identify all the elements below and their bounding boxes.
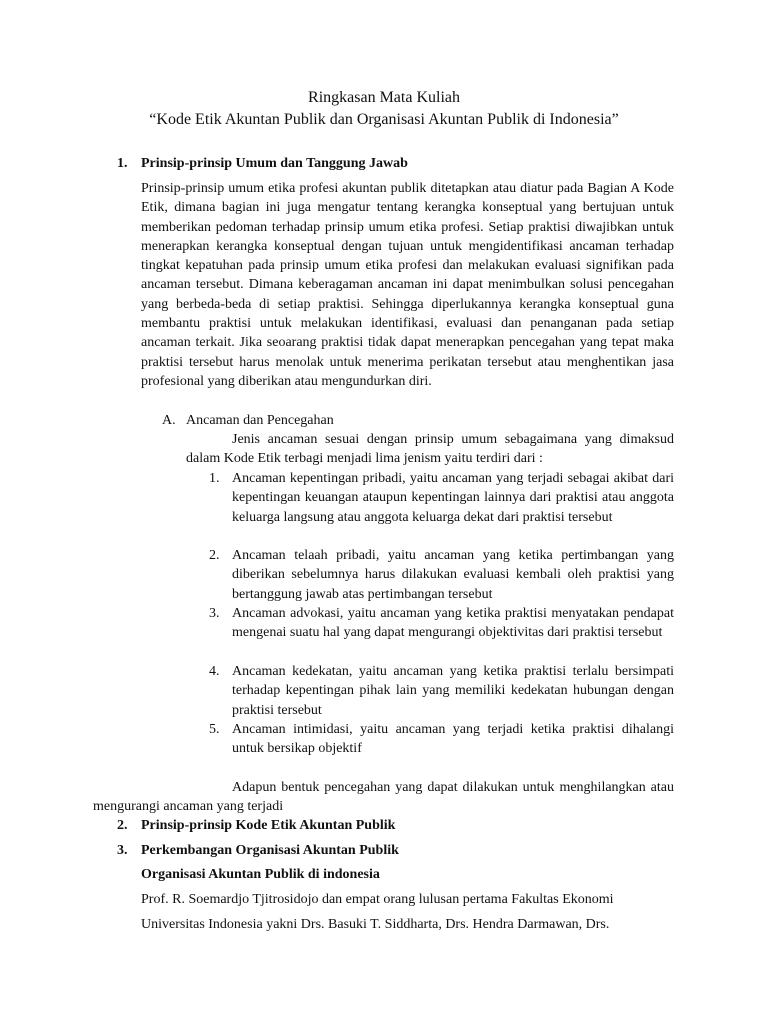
list-item-number: 3.: [209, 606, 220, 621]
section-title: Prinsip-prinsip Kode Etik Akuntan Publik: [141, 818, 396, 833]
section-title: Perkembangan Organisasi Akuntan Publik: [141, 843, 399, 858]
list-item-number: 4.: [209, 664, 220, 679]
body-line: Universitas Indonesia yakni Drs. Basuki T. Siddharta, Drs. Hendra Darmawan, Drs.: [141, 917, 610, 932]
section-number: 2.: [117, 818, 128, 833]
section-2-heading: [117, 817, 396, 835]
list-item-text: Ancaman advokasi, yaitu ancaman yang ketika praktisi menyatakan pendapat mengenai suatu hal yang dapat mengurangi objektivitas dari praktisi tersebut: [232, 606, 674, 641]
prevention-intro: Adapun bentuk pencegahan yang dapat dilakukan untuk menghilangkan atau mengurangi ancaman yang terjadi: [93, 780, 674, 815]
body-line: Prof. R. Soemardjo Tjitrosidojo dan empat orang lulusan pertama Fakultas Ekonomi: [141, 892, 614, 907]
list-item: [209, 604, 674, 643]
list-item-text: Ancaman kepentingan pribadi, yaitu ancaman yang terjadi sebagai akibat dari kepentingan keuangan ataupun kepentingan lainnya dari praktisi atau anggota keluarga langsung atau anggota keluarga dekat dari praktisi tersebut: [232, 471, 674, 525]
section-number: 3.: [117, 843, 128, 858]
section-number: 1.: [117, 156, 128, 171]
section-1-paragraph: Prinsip-prinsip umum etika profesi akuntan publik ditetapkan atau diatur pada Bagian A Kode Etik, dimana bagian ini juga mengatur tentang kerangka konseptual yang bertujuan untuk memberikan pedoman terhadap prinsip umum etika profesi. Setiap praktisi diwajibkan untuk menerapkan kerangka konseptual dengan tujuan untuk mengidentifikasi ancaman terhadap tingkat kepatuhan pada prinsip umum etika profesi dan melakukan evaluasi signifikan pada ancaman tersebut. Dimana keberagaman ancaman ini dapat menimbulkan solusi pencegahan yang berbeda-beda di setiap praktisi. Sehingga diperlukannya kerangka konseptual guna membantu praktisi untuk melakukan identifikasi, evaluasi dan penanganan pada setiap ancaman terkait. Jika seoarang praktisi tidak dapat menerapkan pencegahan yang tepat maka praktisi tersebut harus menolak untuk menerima perikatan tersebut atau menghentikan jasa profesional yang diberikan atau mengundurkan diri.: [141, 181, 674, 389]
subsection-letter: A.: [162, 413, 176, 428]
document-title: Ringkasan Mata Kuliah: [308, 89, 460, 106]
list-item-number: 2.: [209, 548, 220, 563]
section-1-heading: [117, 155, 408, 173]
section-title: Prinsip-prinsip Umum dan Tanggung Jawab: [141, 156, 408, 171]
list-item-number: 5.: [209, 722, 220, 737]
list-item-text: Ancaman telaah pribadi, yaitu ancaman yang ketika pertimbangan yang diberikan sebelumnya harus dilakukan evaluasi kembali oleh praktisi yang bertanggung jawab atas pertimbangan tersebut: [232, 548, 674, 602]
subsection-a-heading: [162, 412, 334, 430]
subsection-title: Ancaman dan Pencegahan: [186, 413, 334, 428]
list-item-number: 1.: [209, 471, 220, 486]
document-subtitle: “Kode Etik Akuntan Publik dan Organisasi Akuntan Publik di Indonesia”: [149, 111, 619, 128]
list-item: [209, 469, 674, 527]
list-item-text: Ancaman kedekatan, yaitu ancaman yang ketika praktisi terlalu bersimpati terhadap kepentingan pihak lain yang memiliki kedekatan hubungan dengan praktisi tersebut: [232, 664, 674, 718]
section-3-subheading: Organisasi Akuntan Publik di indonesia: [141, 867, 380, 882]
list-item: [209, 662, 674, 720]
section-3-heading: [117, 842, 399, 860]
list-item: [209, 720, 674, 759]
list-item-text: Ancaman intimidasi, yaitu ancaman yang terjadi ketika praktisi dihalangi untuk bersikap objektif: [232, 722, 674, 757]
subsection-intro: Jenis ancaman sesuai dengan prinsip umum sebagaimana yang dimaksud dalam Kode Etik terbagi menjadi lima jenism yaitu terdiri dari :: [186, 432, 674, 467]
list-item: [209, 546, 674, 604]
